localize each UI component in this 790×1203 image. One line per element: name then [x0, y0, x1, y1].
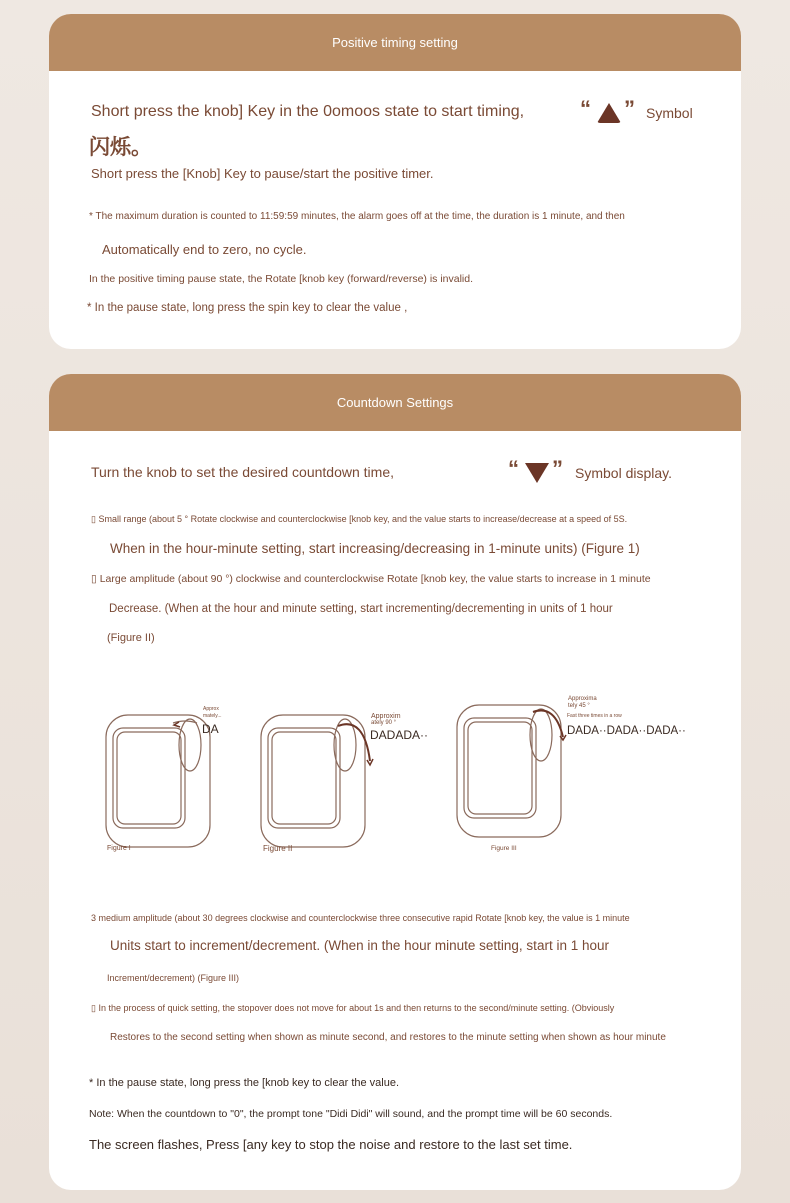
- text-line: Units start to increment/decrement. (When in the hour minute setting, start in 1 hour: [110, 938, 609, 953]
- device-illustrations: [95, 690, 715, 860]
- figure-3-approx2: tely 45 °: [568, 703, 590, 709]
- text-line: ▯ Large amplitude (about 90 °) clockwise and counterclockwise Rotate [knob key, the value starts to increase in 1 minute: [91, 573, 651, 585]
- figure-1-approx2: mately...: [203, 713, 222, 719]
- figure-1-label: Figure I: [107, 845, 131, 852]
- text-line: Restores to the second setting when shown as minute second, and restores to the minute setting when shown as hour minute: [110, 1032, 666, 1043]
- figure-1-device: [106, 715, 210, 847]
- close-quote: ”: [552, 456, 563, 481]
- text-line: 闪烁。: [89, 136, 152, 159]
- text-line: Increment/decrement) (Figure III): [107, 973, 240, 983]
- figure-3-device: [457, 705, 563, 837]
- text-line: ▯ In the process of quick setting, the stopover does not move for about 1s and then returns to the second/minute setting. (Obviously: [91, 1003, 615, 1013]
- text-line: The screen flashes, Press [any key to stop the noise and restore to the last set time.: [89, 1137, 573, 1152]
- symbol-label: Symbol: [646, 105, 693, 121]
- text-line: Note: When the countdown to "0", the prompt tone "Didi Didi" will sound, and the prompt time will be 60 seconds.: [89, 1108, 613, 1120]
- text-line: Short press the [Knob] Key to pause/start the positive timer.: [91, 166, 434, 181]
- up-triangle-icon: [597, 103, 621, 123]
- text-line: * In the pause state, long press the spin key to clear the value ,: [87, 302, 408, 314]
- close-quote: ”: [624, 96, 635, 121]
- text-line: 3 medium amplitude (about 30 degrees clockwise and counterclockwise three consecutive rapid Rotate [knob key, the value is 1 minute: [91, 913, 630, 923]
- text-line: Turn the knob to set the desired countdown time,: [91, 464, 394, 480]
- text-line: ▯ Small range (about 5 ° Rotate clockwise and counterclockwise [knob key, and the value starts to increase/decrease at a speed of 5S.: [91, 514, 628, 524]
- text-line: * The maximum duration is counted to 11:59:59 minutes, the alarm goes off at the time, the duration is 1 minute, and then: [89, 211, 625, 222]
- figure-1-approx: Approx: [203, 706, 219, 712]
- text-line: In the positive timing pause state, the Rotate [knob key (forward/reverse) is invalid.: [89, 273, 474, 285]
- figure-3-approx3: Fast three times in a row: [567, 713, 622, 719]
- symbol-label: Symbol display.: [575, 465, 673, 481]
- down-triangle-icon: [525, 463, 549, 483]
- figure-2-approx2: ately 90 °: [371, 720, 397, 726]
- section-header: Countdown Settings: [49, 374, 741, 431]
- figure-2-sound: DADADA··: [370, 728, 429, 742]
- open-quote: “: [580, 96, 591, 121]
- figure-3-label: Figure III: [491, 845, 517, 852]
- text-line: Short press the knob] Key in the 0omoos state to start timing,: [91, 103, 525, 120]
- figure-2-approx: Approxim: [371, 713, 401, 720]
- text-line: (Figure II): [107, 632, 155, 644]
- figure-3-approx: Approxima: [568, 696, 597, 702]
- text-line: Decrease. (When at the hour and minute setting, start incrementing/decrementing in units of 1 hour: [109, 603, 613, 615]
- positive-timing-card: [49, 14, 741, 349]
- figure-1-sound: DA: [202, 722, 219, 736]
- figure-2-label: Figure II: [263, 844, 293, 853]
- figure-3-sound: DADA··DADA··DADA··: [567, 725, 686, 737]
- section-header: Positive timing setting: [49, 14, 741, 71]
- text-line: When in the hour-minute setting, start increasing/decreasing in 1-minute units) (Figure 1): [110, 541, 640, 556]
- open-quote: “: [508, 456, 519, 481]
- text-line: Automatically end to zero, no cycle.: [102, 242, 307, 257]
- figure-2-device: [261, 715, 370, 847]
- text-line: * In the pause state, long press the [knob key to clear the value.: [89, 1077, 400, 1089]
